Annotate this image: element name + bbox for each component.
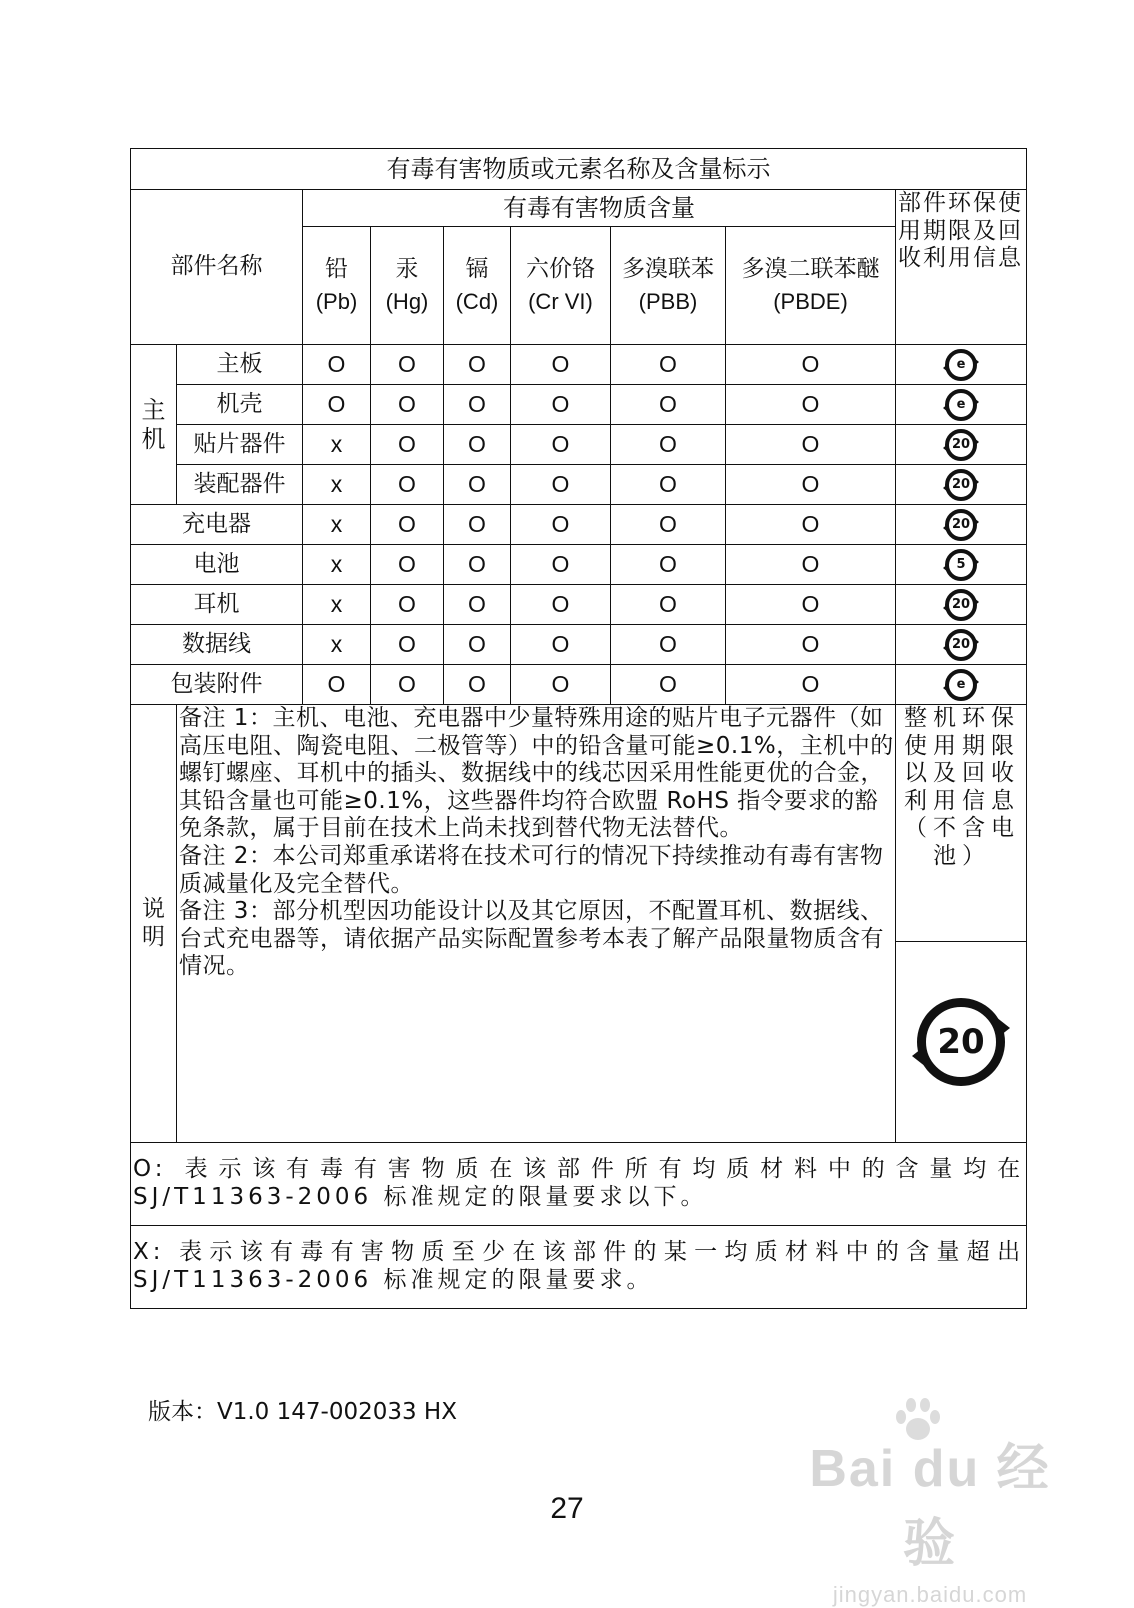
table-row bbox=[131, 345, 1027, 385]
part-name: 电池 bbox=[131, 545, 303, 585]
overall-icon-cell bbox=[896, 942, 1027, 1143]
part-name: 贴片器件 bbox=[177, 425, 303, 465]
value-cell: O bbox=[303, 385, 371, 425]
part-name: 耳机 bbox=[131, 585, 303, 625]
part-name: 机壳 bbox=[177, 385, 303, 425]
period-icon-cell bbox=[896, 465, 1027, 505]
value-cell: O bbox=[726, 465, 896, 505]
table-row bbox=[131, 465, 1027, 505]
value-cell: O bbox=[726, 585, 896, 625]
hazardous-substances-table bbox=[130, 148, 1027, 1309]
notes-label: 说明 bbox=[131, 705, 177, 1143]
value-cell: O bbox=[726, 505, 896, 545]
value-cell: O bbox=[511, 465, 611, 505]
value-cell: O bbox=[371, 665, 444, 705]
value-cell: x bbox=[303, 465, 371, 505]
value-cell: O bbox=[511, 385, 611, 425]
epup-20-icon: 20 bbox=[945, 469, 977, 501]
value-cell: O bbox=[511, 545, 611, 585]
value-cell: O bbox=[611, 545, 726, 585]
value-cell: O bbox=[444, 345, 511, 385]
table-row bbox=[131, 425, 1027, 465]
value-cell: O bbox=[371, 425, 444, 465]
value-cell: O bbox=[371, 345, 444, 385]
table-row bbox=[131, 545, 1027, 585]
table-row bbox=[131, 625, 1027, 665]
value-cell: O bbox=[371, 625, 444, 665]
part-name: 装配器件 bbox=[177, 465, 303, 505]
value-cell: O bbox=[303, 345, 371, 385]
period-icon-cell bbox=[896, 585, 1027, 625]
table-row bbox=[131, 505, 1027, 545]
value-cell: O bbox=[611, 665, 726, 705]
substance-header: 多溴联苯 (PBB) bbox=[611, 227, 726, 345]
value-cell: O bbox=[371, 385, 444, 425]
epup-20-icon: 20 bbox=[945, 589, 977, 621]
part-name-header: 部件名称 bbox=[131, 190, 303, 345]
value-cell: O bbox=[371, 585, 444, 625]
value-cell: O bbox=[371, 465, 444, 505]
value-cell: x bbox=[303, 585, 371, 625]
value-cell: O bbox=[726, 425, 896, 465]
value-cell: O bbox=[511, 625, 611, 665]
part-name: 数据线 bbox=[131, 625, 303, 665]
value-cell: O bbox=[726, 545, 896, 585]
value-cell: O bbox=[611, 625, 726, 665]
legend-o: O: 表示该有毒有害物质在该部件所有均质材料中的含量均在 SJ/T11363-2006 标准规定的限量要求以下。 bbox=[131, 1143, 1027, 1226]
value-cell: x bbox=[303, 505, 371, 545]
value-cell: O bbox=[303, 665, 371, 705]
legend-x: X: 表示该有毒有害物质至少在该部件的某一均质材料中的含量超出 SJ/T11363-2006 标准规定的限量要求。 bbox=[131, 1226, 1027, 1309]
value-cell: O bbox=[371, 505, 444, 545]
substance-header: 汞 (Hg) bbox=[371, 227, 444, 345]
watermark-url: jingyan.baidu.com bbox=[832, 1582, 1028, 1607]
value-cell: O bbox=[611, 465, 726, 505]
eco-e-icon: e bbox=[945, 349, 977, 381]
value-cell: O bbox=[726, 625, 896, 665]
value-cell: O bbox=[444, 625, 511, 665]
period-icon-cell bbox=[896, 425, 1027, 465]
value-cell: x bbox=[303, 545, 371, 585]
notes-block bbox=[177, 705, 896, 1143]
value-cell: O bbox=[444, 385, 511, 425]
period-icon-cell bbox=[896, 345, 1027, 385]
value-cell: x bbox=[303, 625, 371, 665]
note-3: 备注 3：部分机型因功能设计以及其它原因，不配置耳机、数据线、台式充电器等，请依据产品实际配置参考本表了解产品限量物质含有情况。 bbox=[179, 898, 884, 980]
page-number: 27 bbox=[550, 1492, 584, 1525]
content-header: 有毒有害物质含量 bbox=[303, 190, 896, 227]
epup-20-icon: 20 bbox=[945, 629, 977, 661]
table-row bbox=[131, 665, 1027, 705]
value-cell: O bbox=[371, 545, 444, 585]
value-cell: O bbox=[444, 585, 511, 625]
value-cell: O bbox=[726, 665, 896, 705]
note-2: 备注 2：本公司郑重承诺将在技术可行的情况下持续推动有毒有害物质减量化及完全替代。 bbox=[179, 842, 884, 897]
eco-e-icon: e bbox=[945, 669, 977, 701]
part-name: 充电器 bbox=[131, 505, 303, 545]
watermark-brand: Bai du 经验 bbox=[809, 1440, 1051, 1573]
part-name: 主板 bbox=[177, 345, 303, 385]
paw-icon bbox=[892, 1398, 944, 1442]
value-cell: O bbox=[611, 345, 726, 385]
substance-header: 多溴二联苯醚 (PBDE) bbox=[726, 227, 896, 345]
value-cell: O bbox=[511, 665, 611, 705]
value-cell: O bbox=[726, 385, 896, 425]
note-1: 备注 1：主机、电池、充电器中少量特殊用途的贴片电子元器件（如高压电阻、陶瓷电阻、二极管等）中的铅含量可能≥0.1%，主机中的螺钉螺座、耳机中的插头、数据线中的线芯因采用性能更优的合金，其铅含量也可能≥0.1%，这些器件均符合欧盟 RoHS 指令要求的豁免条款，属于目前在技术上尚未找到替代物无法替代。 bbox=[179, 705, 894, 842]
part-name: 包装附件 bbox=[131, 665, 303, 705]
epup-20-icon: 20 bbox=[945, 429, 977, 461]
period-icon-cell bbox=[896, 665, 1027, 705]
value-cell: O bbox=[611, 585, 726, 625]
value-cell: O bbox=[511, 585, 611, 625]
period-icon-cell bbox=[896, 545, 1027, 585]
value-cell: O bbox=[611, 505, 726, 545]
epup-20-icon: 20 bbox=[945, 509, 977, 541]
epup-5-icon: 5 bbox=[945, 549, 977, 581]
value-cell: O bbox=[611, 385, 726, 425]
value-cell: x bbox=[303, 425, 371, 465]
value-cell: O bbox=[611, 425, 726, 465]
value-cell: O bbox=[444, 465, 511, 505]
substance-header: 铅 (Pb) bbox=[303, 227, 371, 345]
value-cell: O bbox=[444, 665, 511, 705]
eco-e-icon: e bbox=[945, 389, 977, 421]
period-header: 部件环保使用期限及回收利用信息 bbox=[896, 190, 1027, 345]
period-icon-cell bbox=[896, 385, 1027, 425]
value-cell: O bbox=[444, 545, 511, 585]
value-cell: O bbox=[726, 345, 896, 385]
group-label-host: 主机 bbox=[131, 345, 177, 505]
epup-20-icon: 20 bbox=[917, 998, 1005, 1086]
table-row bbox=[131, 585, 1027, 625]
version-text: 版本：V1.0 147-002033 HX bbox=[148, 1399, 457, 1425]
substance-header: 镉 (Cd) bbox=[444, 227, 511, 345]
period-icon-cell bbox=[896, 625, 1027, 665]
value-cell: O bbox=[511, 505, 611, 545]
value-cell: O bbox=[444, 425, 511, 465]
table-row bbox=[131, 385, 1027, 425]
substance-header: 六价铬 (Cr VI) bbox=[511, 227, 611, 345]
value-cell: O bbox=[444, 505, 511, 545]
table-title: 有毒有害物质或元素名称及含量标示 bbox=[131, 149, 1027, 190]
overall-period-text: 整机环保使用期限以及回收利用信息（不含电池） bbox=[896, 705, 1027, 942]
period-icon-cell bbox=[896, 505, 1027, 545]
value-cell: O bbox=[511, 345, 611, 385]
value-cell: O bbox=[511, 425, 611, 465]
